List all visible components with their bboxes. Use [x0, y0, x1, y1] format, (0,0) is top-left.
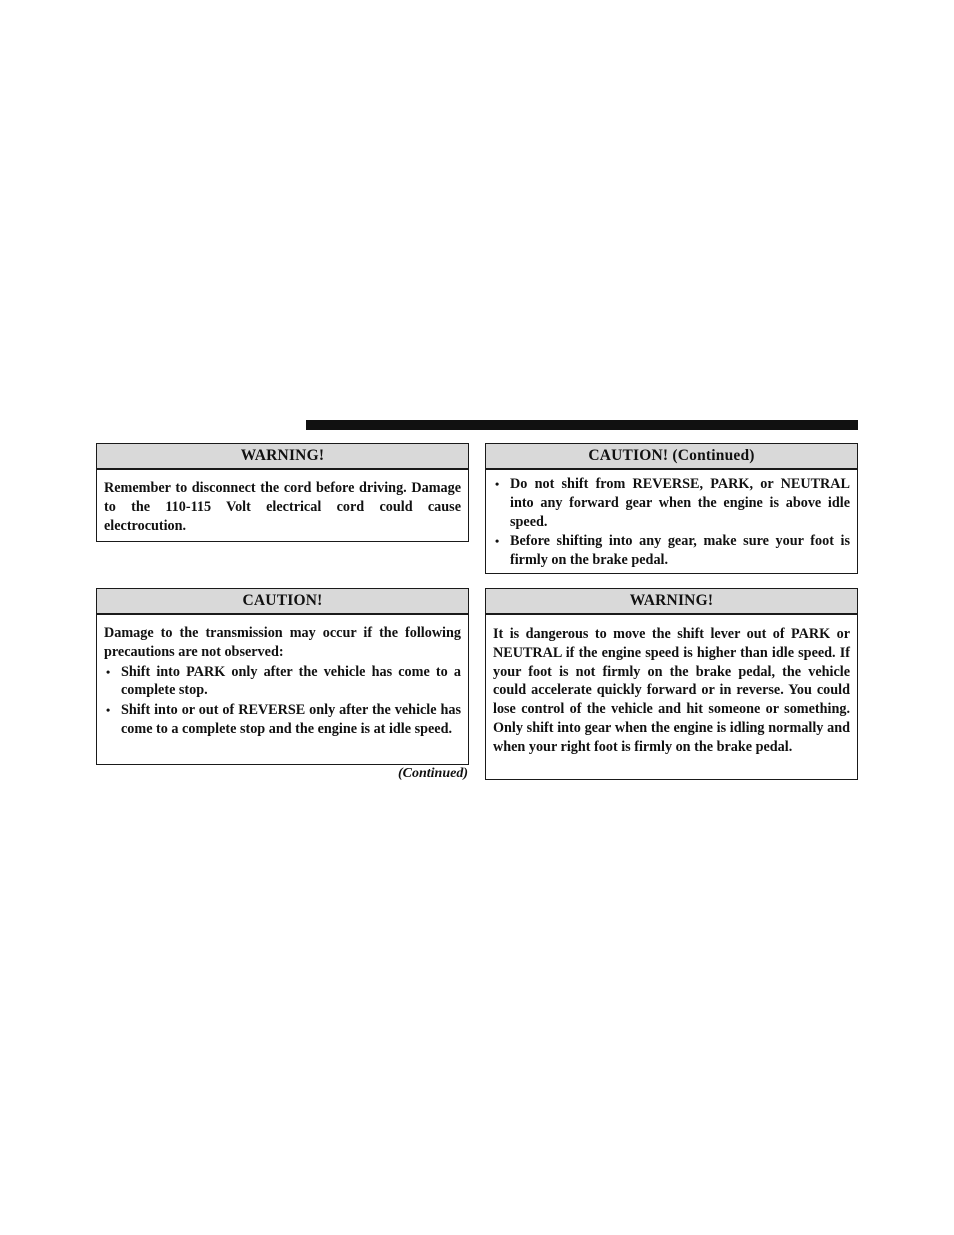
bullet-icon: •: [495, 534, 500, 549]
bullet-icon: •: [106, 664, 111, 679]
header-rule: [306, 420, 858, 430]
warning-shift-text: It is dangerous to move the shift lever out of PARK or NEUTRAL if the engine speed is higher than idle speed. If your foot is not firmly on the brake pedal, the vehicle could accelerate quickly forward or in reverse. You could lose control of the vehicle and hit someone or something. Only shift into gear when the engine is idling normally and when your right foot is firmly on the brake pedal.: [493, 626, 850, 755]
warning-shift-title: WARNING!: [486, 589, 857, 615]
caution-list: [104, 663, 461, 739]
list-item: [104, 701, 461, 739]
caution-box-continued: [485, 443, 858, 574]
caution-intro: Damage to the transmission may occur if the following precautions are not observed:: [104, 625, 461, 660]
warning-body: [97, 470, 468, 535]
list-item-text: Before shifting into any gear, make sure your foot is firmly on the brake pedal.: [510, 533, 850, 569]
list-item: [104, 663, 461, 701]
caution-continued-body: [486, 470, 857, 570]
warning-box-shift: [485, 588, 858, 780]
list-item: [493, 532, 850, 570]
list-item: [493, 475, 850, 531]
caution-body: [97, 615, 468, 739]
list-item-text: Shift into or out of REVERSE only after the vehicle has come to a complete stop and the engine is at idle speed.: [121, 702, 461, 737]
list-item-text: Do not shift from REVERSE, PARK, or NEUTRAL into any forward gear when the engine is above idle speed.: [510, 476, 850, 530]
caution-box-transmission: [96, 588, 469, 781]
warning-shift-body: [486, 615, 857, 757]
warning-text: Remember to disconnect the cord before driving. Damage to the 110-115 Volt electrical cord could cause electrocution.: [104, 480, 461, 534]
warning-box-cord: [96, 443, 469, 542]
caution-continued-list: [493, 475, 850, 570]
bullet-icon: •: [495, 477, 500, 491]
caution-continued-title: CAUTION! (Continued): [486, 444, 857, 470]
caution-title: CAUTION!: [97, 589, 468, 615]
list-item-text: Shift into PARK only after the vehicle has come to a complete stop.: [121, 663, 461, 699]
bullet-icon: •: [106, 703, 111, 718]
warning-title: WARNING!: [97, 444, 468, 470]
continued-label: (Continued): [397, 766, 468, 781]
